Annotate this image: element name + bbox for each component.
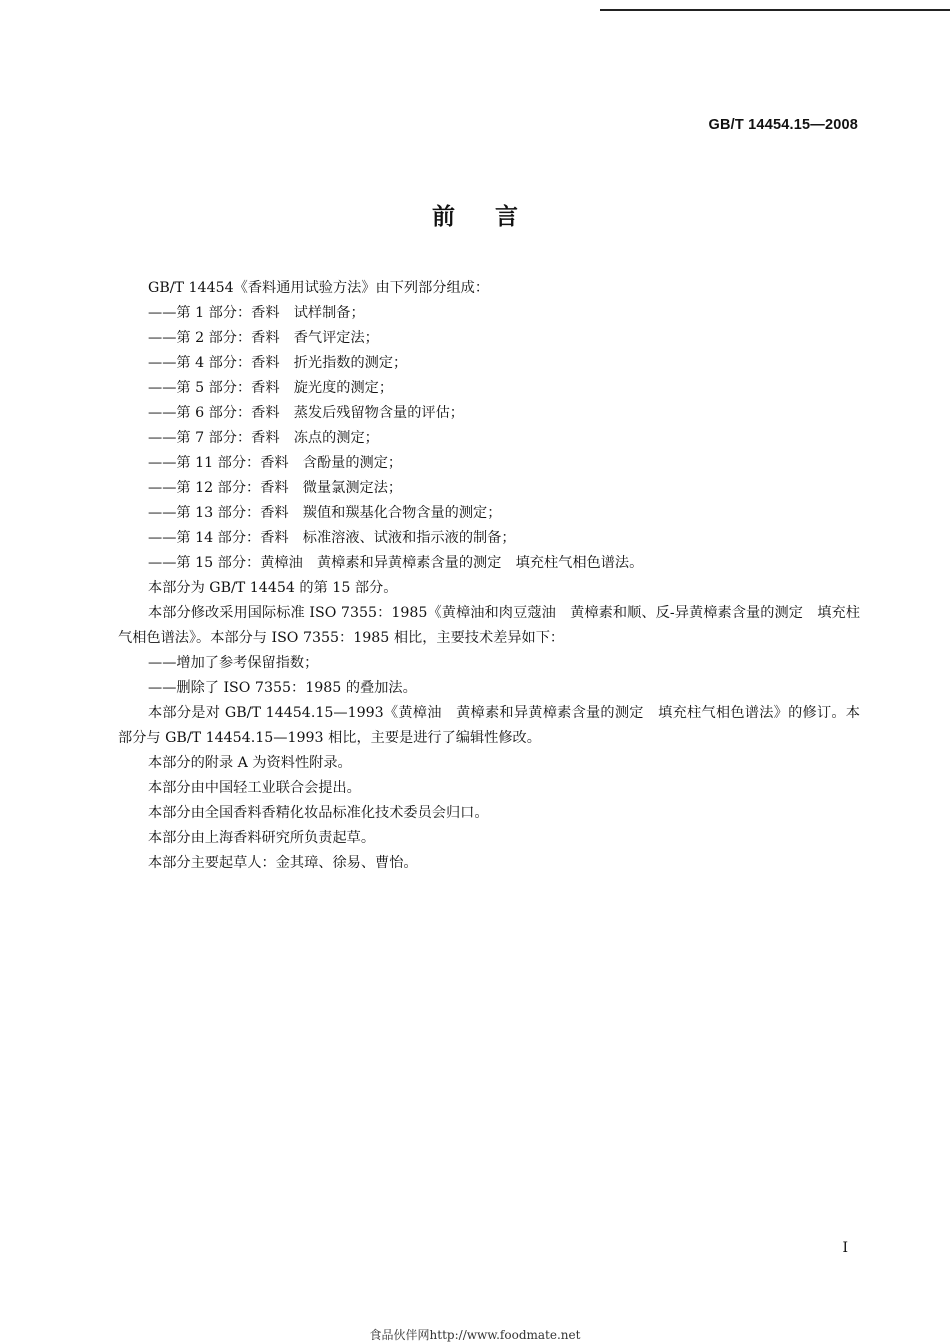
annex-statement: 本部分的附录 A 为资料性附录。	[148, 755, 352, 771]
intro-line: GB/T 14454《香料通用试验方法》由下列部分组成：	[148, 280, 490, 296]
list-item: ——第 7 部分：香料 冻点的测定；	[148, 430, 379, 446]
drafters-statement: 本部分主要起草人：金其璋、徐易、曹怡。	[148, 855, 418, 871]
list-item: ——第 2 部分：香料 香气评定法；	[148, 330, 379, 346]
page-title: 前言	[432, 204, 558, 230]
list-item: ——第 14 部分：香料 标准溶液、试液和指示液的制备；	[148, 530, 516, 546]
difference-item: ——增加了参考保留指数；	[148, 655, 319, 671]
list-item: ——第 5 部分：香料 旋光度的测定；	[148, 380, 394, 396]
list-item: ——第 13 部分：香料 羰值和羰基化合物含量的测定；	[148, 505, 502, 521]
foreword-body	[118, 276, 860, 876]
difference-item: ——删除了 ISO 7355：1985 的叠加法。	[148, 680, 417, 696]
proposed-statement: 本部分由中国轻工业联合会提出。	[148, 780, 361, 796]
list-item: ——第 11 部分：香料 含酚量的测定；	[148, 455, 403, 471]
page-number: I	[842, 1240, 848, 1256]
list-item: ——第 4 部分：香料 折光指数的测定；	[148, 355, 408, 371]
revision-statement: 本部分是对 GB/T 14454.15—1993《黄樟油 黄樟素和异黄樟素含量的测定 填充柱气相色谱法》的修订。本部分与 GB/T 14454.15—1993 相比，主要是进行了编辑性修改。	[118, 705, 860, 746]
list-item: ——第 6 部分：香料 蒸发后残留物含量的评估；	[148, 405, 464, 421]
footer-watermark: 食品伙伴网http://www.foodmate.net	[369, 1328, 581, 1342]
part-statement: 本部分为 GB/T 14454 的第 15 部分。	[148, 580, 398, 596]
list-item: ——第 15 部分：黄樟油 黄樟素和异黄樟素含量的测定 填充柱气相色谱法。	[148, 555, 644, 571]
drafting-unit-statement: 本部分由上海香料研究所负责起草。	[148, 830, 376, 846]
standard-code: GB/T 14454.15—2008	[708, 117, 858, 133]
centralized-statement: 本部分由全国香料香精化妆品标准化技术委员会归口。	[148, 805, 489, 821]
list-item: ——第 1 部分：香料 试样制备；	[148, 305, 365, 321]
list-item: ——第 12 部分：香料 微量氯测定法；	[148, 480, 403, 496]
adoption-statement: 本部分修改采用国际标准 ISO 7355：1985《黄樟油和肉豆蔻油 黄樟素和顺、反-异黄樟素含量的测定 填充柱气相色谱法》。本部分与 ISO 7355：1985 相比，主要技术差异如下：	[118, 605, 860, 646]
top-rule	[600, 9, 950, 11]
